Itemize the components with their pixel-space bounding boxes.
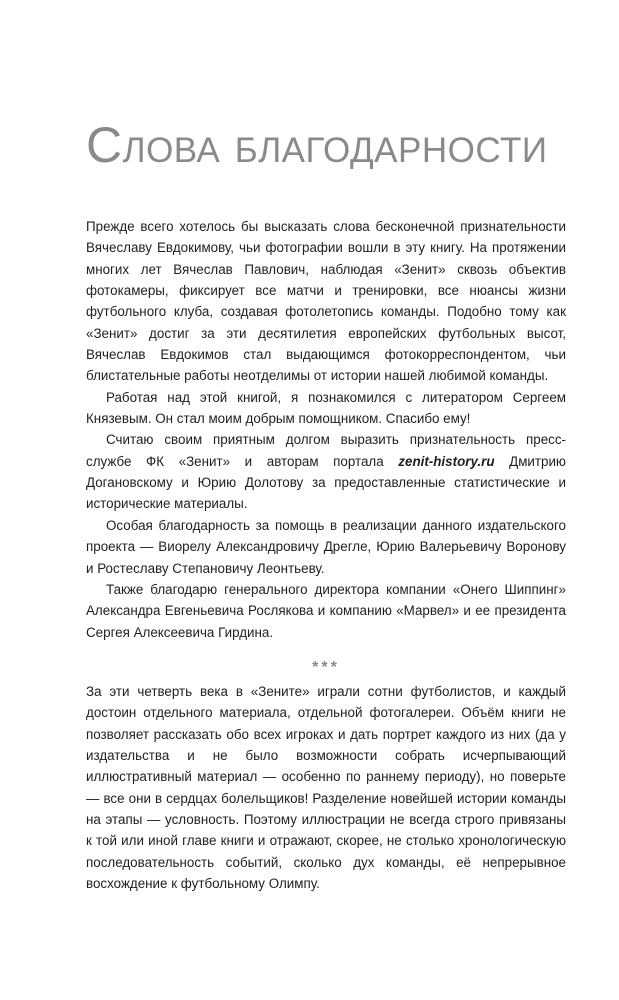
paragraph-press-service bbox=[86, 429, 566, 514]
paragraph-closing: За эти четверть века в «Зените» играли сотни футболистов, и каждый достоин отдельного материала, отдельной фотогалереи. Объём книги не позволяет рассказать обо всех игроках и дать портрет каждого из них (да у издательства и не было возможности собрать исчерпывающий иллюстративный материал — особенно по раннему периоду), но поверьте — все они в сердцах болельщиков! Разделение новейшей истории команды на этапы — условность. Поэтому иллюстрации не всегда строго привязаны к той или иной главе книги и отражают, скорее, не столько хронологическую последовательность событий, сколько дух команды, её непрерывное восхождение к футбольному Олимпу. bbox=[86, 683, 566, 891]
paragraph-sponsors: Также благодарю генерального директора компании «Онего Шиппинг» Александра Евгеньевича Рослякова и компанию «Марвел» и ее президента Сергея Алексеевича Гирдина. bbox=[86, 581, 566, 640]
paragraph-project-helpers: Особая благодарность за помощь в реализации данного издательского проекта — Виорелу Александровичу Дрегле, Юрию Валерьевичу Воронову и Ростеславу Степановичу Леонтьеву. bbox=[86, 517, 566, 576]
paragraph-press-service-start: Считаю своим приятным долгом выразить признательность пресс-службе ФК «Зенит» и авторам портала bbox=[86, 432, 566, 469]
acknowledgements-text bbox=[86, 216, 566, 894]
paragraph-writer: Работая над этой книгой, я познакомился с литератором Сергеем Князевым. Он стал моим добрым помощником. Спасибо ему! bbox=[86, 389, 566, 427]
paragraph-press-service-end: Дмитрию Догановскому и Юрию Долотову за предоставленные статистические и исторические материалы. bbox=[86, 453, 566, 512]
website-name: zenit-history.ru bbox=[398, 453, 495, 469]
paragraph-photographer: Прежде всего хотелось бы высказать слова бесконечной признательности Вячеславу Евдокимову, чьи фотографии вошли в эту книгу. На протяжении многих лет Вячеслав Павлович, наблюдая «Зенит» сквозь объектив фотокамеры, фиксирует все матчи и тренировки, все нюансы жизни футбольного клуба, создавая фотолетопись команды. Подобно тому как «Зенит» достиг за эти десятилетия европейских футбольных высот, Вячеслав Евдокимов стал выдающимся фотокорреспондентом, чьи блистательные работы неотделимы от истории нашей любимой команды. bbox=[86, 219, 566, 384]
page-title: Слова благодарности bbox=[86, 117, 548, 173]
section-separator: *** bbox=[312, 658, 340, 676]
